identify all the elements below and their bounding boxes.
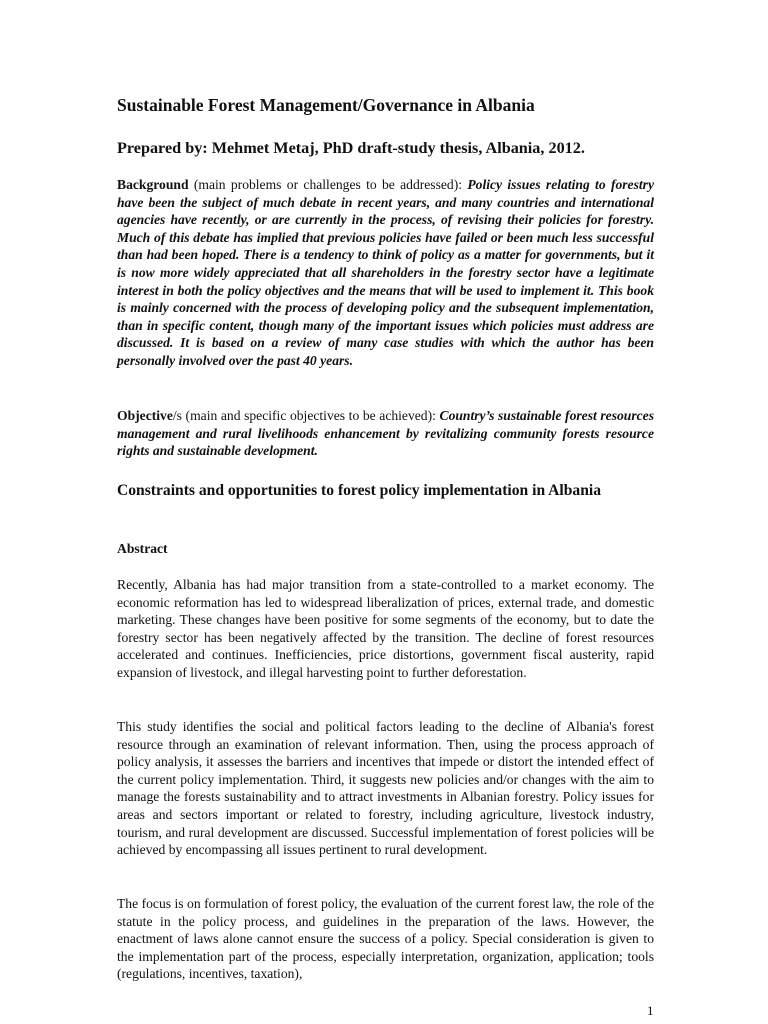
objectives-qualifier: (main and specific objectives to be achieved): [181,408,440,423]
objectives-label-suffix: /s [172,408,182,423]
prepared-by-line: Prepared by: Mehmet Metaj, PhD draft-study thesis, Albania, 2012. [117,139,585,157]
background-text: Policy issues relating to forestry have been the subject of much debate in recent years, and many countries and international agencies have recently, or are currently in the process, of revising their policies for forestry. Much of this debate has implied that previous policies have failed or been much less successful than had been hoped. There is a tendency to think of policy as a matter for governments, but it is now more widely appreciated that all shareholders in the forestry sector have a legitimate interest in both the policy objectives and the means that will be used to implement it. This book is mainly concerned with the process of developing policy and the subsequent implementation, than in specific content, though many of the important issues which policies must address are discussed. It is based on a review of many case studies with which the author has been personally involved over the past 40 years. [117,177,654,368]
abstract-paragraph: The focus is on formulation of forest policy, the evaluation of the current forest law, the role of the statute in the policy process, and guidelines in the preparation of the laws. However, the enactment of laws alone cannot ensure the success of a policy. Special consideration is given to the implementation part of the process, especially interpretation, organization, application; tools (regulations, incentives, taxation), [117,896,654,982]
objectives-label: Objective [117,408,173,423]
objectives-text: Country’s sustainable forest resources management and rural livelihoods enhancement by revitalizing community forests resource rights and sustainable development. [117,408,654,459]
background-paragraph [117,176,654,370]
objectives-paragraph [117,407,654,460]
abstract-paragraph: Recently, Albania has had major transition from a state-controlled to a market economy. The economic reformation has led to widespread liberalization of prices, external trade, and domestic marketing. These changes have been positive for some segments of the economy, but to date the forestry sector has been negatively affected by the transition. The decline of forest resources accelerated and continues. Inefficiencies, price distortions, government fiscal austerity, rapid expansion of livestock, and illegal harvesting point to further deforestation. [117,577,654,680]
abstract-title: Abstract [117,541,168,556]
section-heading: Constraints and opportunities to forest policy implementation in Albania [117,482,602,499]
background-qualifier: (main problems or challenges to be addressed): [188,177,468,192]
page-number: 1 [647,1003,654,1018]
abstract-paragraph: This study identifies the social and political factors leading to the decline of Albania's forest resource through an examination of relevant information. Then, using the process approach of policy analysis, it assesses the barriers and incentives that impede or distort the intended effect of the current policy implementation. Third, it suggests new policies and/or changes with the aim to manage the forests sustainability and to attract investments in Albanian forestry. Policy issues for areas and sectors important or related to forestry, including agriculture, livestock industry, tourism, and rural development are discussed. Successful implementation of forest policies will be achieved by encompassing all issues pertinent to rural development. [117,719,654,858]
background-label: Background [117,177,189,192]
document-title: Sustainable Forest Management/Governance in Albania [117,95,535,115]
